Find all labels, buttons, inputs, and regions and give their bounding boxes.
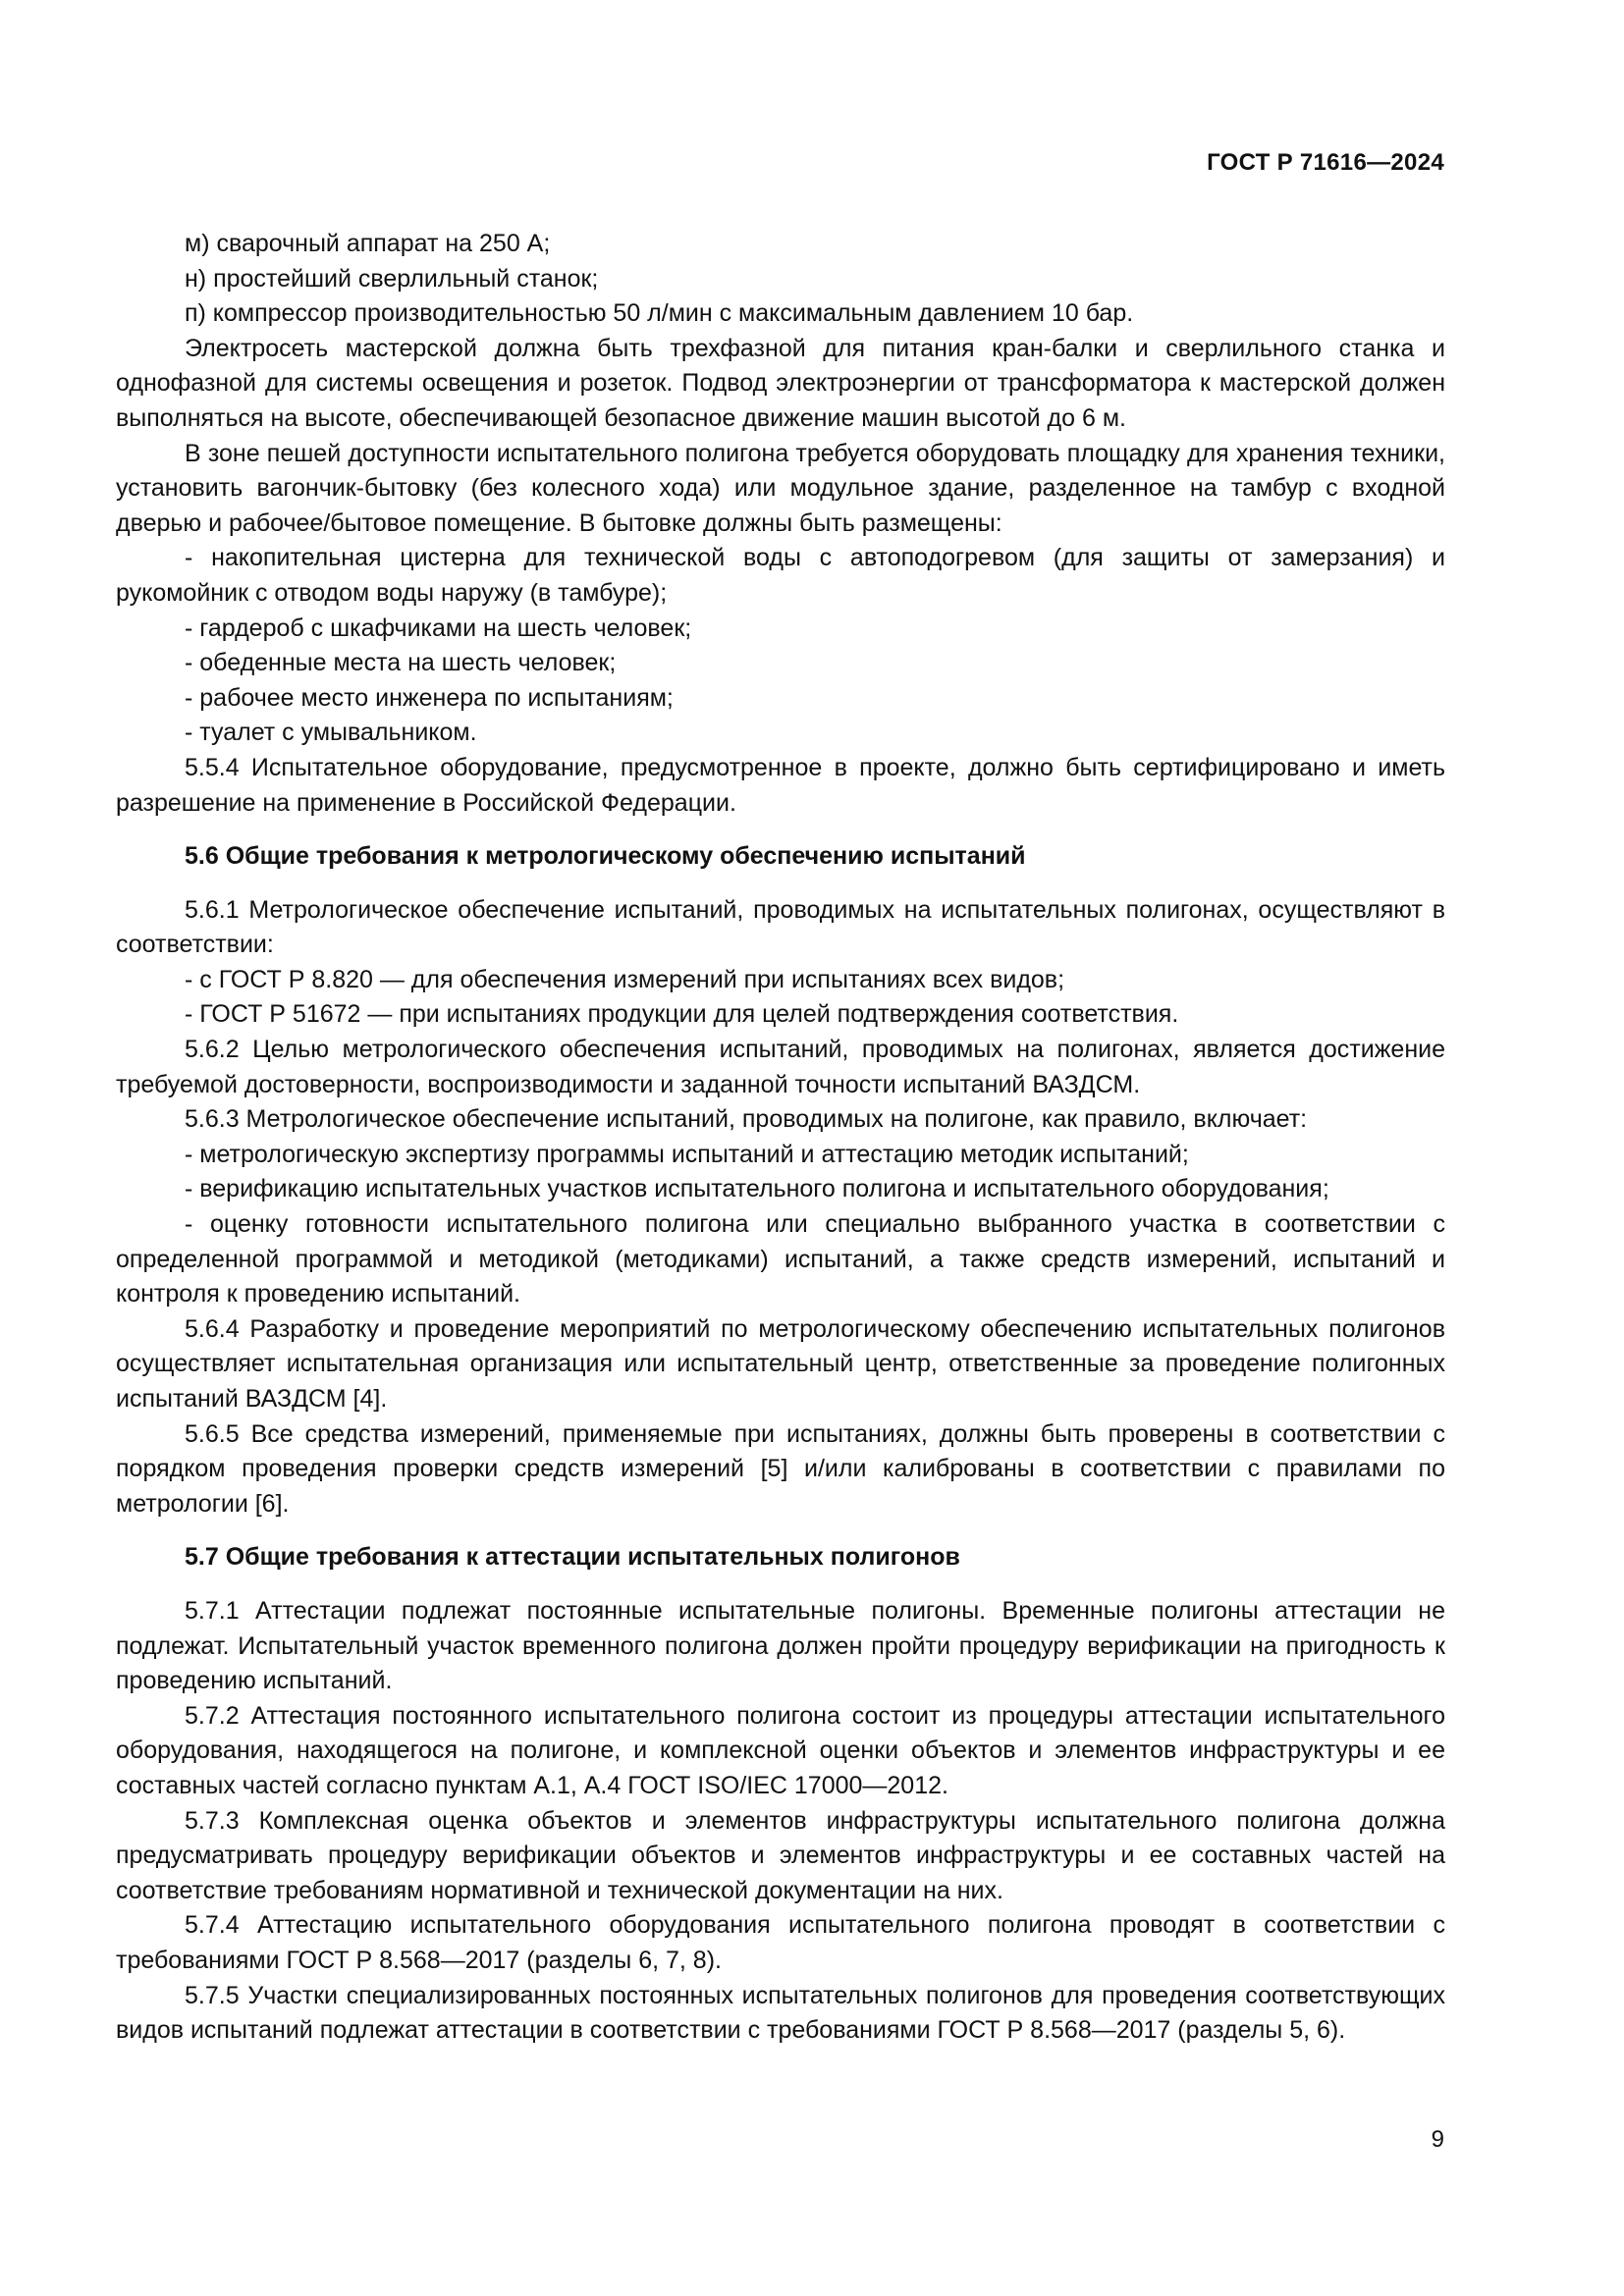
paragraph-5-6-2: 5.6.2 Целью метрологического обеспечения испытаний, проводимых на полигонах, является достижение требуемой достоверности, воспроизводимости и заданной точности испытаний ВАЗДСМ.: [116, 1036, 1445, 1098]
list-item: п) компрессор производительностью 50 л/мин с максимальным давлением 10 бар.: [185, 299, 1134, 328]
paragraph-walking-zone: В зоне пешей доступности испытательного полигона требуется оборудовать площадку для хранения техники, установить вагончик-бытовку (без колесного хода) или модульное здание, разделенное на тамбур с входной дверью и рабочее/бытовое помещение. В бытовке должны быть размещены:: [116, 439, 1445, 537]
list-item: - ГОСТ Р 51672 — при испытаниях продукции для целей подтверждения соответствия.: [185, 1000, 1179, 1029]
list-item: - оценку готовности испытательного полигона или специально выбранного участка в соответствии с определенной программой и методикой (методиками) испытаний, а также средств измерений, испытаний и контроля к проведению испытаний.: [116, 1210, 1445, 1308]
paragraph-5-6-3: 5.6.3 Метрологическое обеспечение испытаний, проводимых на полигоне, как правило, включает:: [185, 1105, 1308, 1134]
paragraph-5-7-5: 5.7.5 Участки специализированных постоянных испытательных полигонов для проведения соответствующих видов испытаний подлежат аттестации в соответствии с требованиями ГОСТ Р 8.568—2017 (разделы 5, 6).: [116, 1981, 1445, 2045]
paragraph-5-7-1: 5.7.1 Аттестации подлежат постоянные испытательные полигоны. Временные полигоны аттестации не подлежат. Испытательный участок временного полигона должен пройти процедуру верификации на пригодность к проведению испытаний.: [116, 1596, 1445, 1695]
list-item: - обеденные места на шесть человек;: [185, 649, 617, 677]
list-item: - гардероб с шкафчиками на шесть человек;: [185, 614, 692, 642]
paragraph-5-6-4: 5.6.4 Разработку и проведение мероприятий по метрологическому обеспечению испытательных полигонов осуществляет испытательная организация или испытательный центр, ответственные за проведение полигонных испытаний ВАЗДСМ [4].: [116, 1314, 1445, 1413]
paragraph-5-7-2: 5.7.2 Аттестация постоянного испытательного полигона состоит из процедуры аттестации испытательного оборудования, находящегося на полигоне, и комплексной оценки объектов и элементов инфраструктуры и ее составных частей согласно пунктам А.1, А.4 ГОСТ ISO/IEC 17000—2012.: [116, 1701, 1445, 1799]
list-item: н) простейший сверлильный станок;: [185, 264, 599, 293]
list-item: - верификацию испытательных участков испытательного полигона и испытательного оборудования;: [185, 1175, 1329, 1203]
section-heading-5-7: 5.7 Общие требования к аттестации испытательных полигонов: [185, 1543, 960, 1572]
list-item: м) сварочный аппарат на 250 А;: [185, 230, 551, 257]
page-number: 9: [1431, 2126, 1444, 2153]
paragraph-5-7-3: 5.7.3 Комплексная оценка объектов и элементов инфраструктуры испытательного полигона должна предусматривать процедуру верификации объектов и элементов инфраструктуры и ее составных частей на соответствие требованиям нормативной и технической документации на них.: [116, 1806, 1445, 1904]
list-item: - рабочее место инженера по испытаниям;: [185, 683, 674, 712]
paragraph-electric-network: Электросеть мастерской должна быть трехфазной для питания кран-балки и сверлильного станка и однофазной для системы освещения и розеток. Подвод электроэнергии от трансформатора к мастерской должен выполняться на высоте, обеспечивающей безопасное движение машин высотой до 6 м.: [116, 334, 1445, 432]
paragraph-5-7-4: 5.7.4 Аттестацию испытательного оборудования испытательного полигона проводят в соответствии с требованиями ГОСТ Р 8.568—2017 (разделы 6, 7, 8).: [116, 1911, 1445, 1974]
list-item: - туалет с умывальником.: [185, 719, 477, 747]
section-heading-5-6: 5.6 Общие требования к метрологическому обеспечению испытаний: [185, 842, 1026, 871]
list-item: - метрологическую экспертизу программы испытаний и аттестацию методик испытаний;: [185, 1140, 1189, 1168]
list-item: - накопительная цистерна для технической воды с автоподогревом (для защиты от замерзания) и рукомойник с отводом воды наружу (в тамбуре);: [116, 544, 1445, 607]
document-code-header: ГОСТ Р 71616—2024: [1207, 149, 1444, 176]
list-item: - с ГОСТ Р 8.820 — для обеспечения измерений при испытаниях всех видов;: [185, 965, 1065, 993]
page-content: [116, 227, 1445, 2049]
paragraph-5-6-1: 5.6.1 Метрологическое обеспечение испытаний, проводимых на испытательных полигонах, осуществляют в соответствии:: [116, 895, 1445, 959]
paragraph-5-6-5: 5.6.5 Все средства измерений, применяемые при испытаниях, должны быть проверены в соответствии с порядком проведения проверки средств измерений [5] и/или калиброваны в соответствии с правилами по метрологии [6].: [116, 1419, 1445, 1518]
paragraph-5-5-4: 5.5.4 Испытательное оборудование, предусмотренное в проекте, должно быть сертифицировано и иметь разрешение на применение в Российской Федерации.: [116, 753, 1445, 817]
